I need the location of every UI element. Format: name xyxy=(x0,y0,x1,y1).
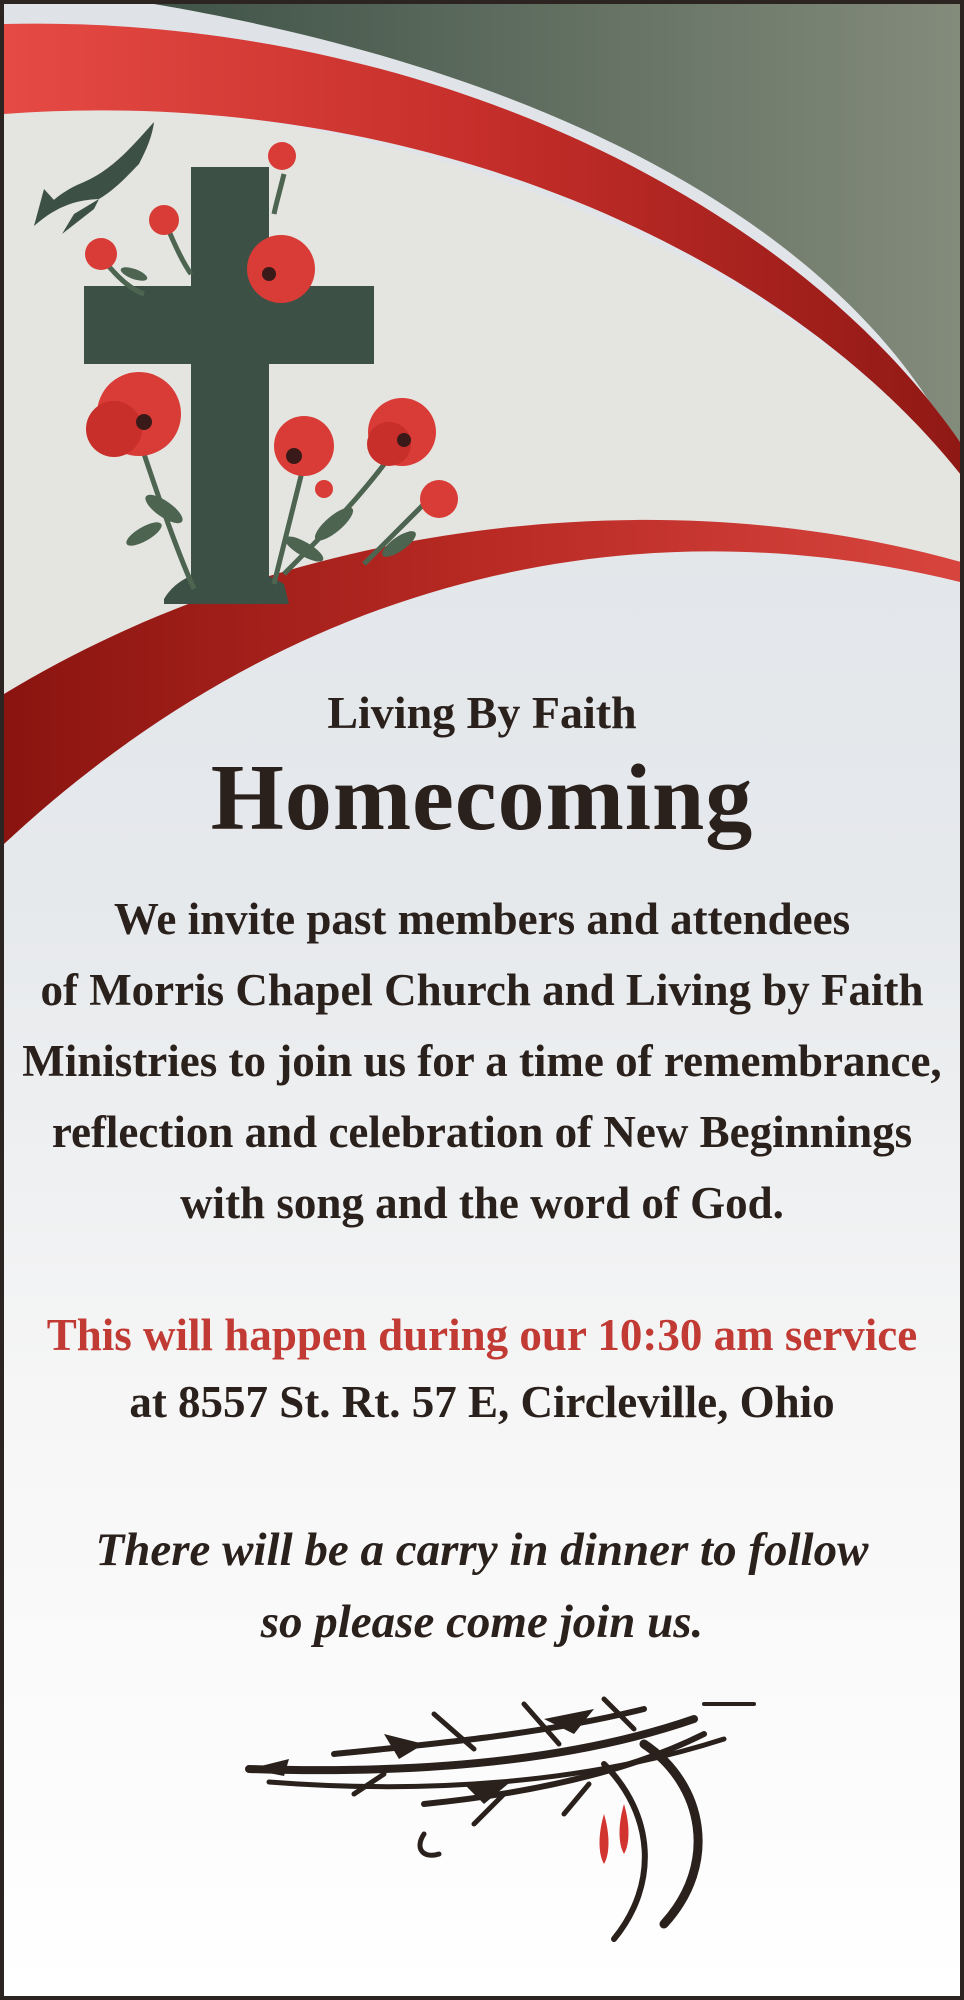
poppy-flower-icon xyxy=(268,142,296,170)
service-address: at 8557 St. Rt. 57 E, Circleville, Ohio xyxy=(129,1377,835,1427)
poppy-flower-icon xyxy=(274,416,334,476)
poppy-flower-icon xyxy=(85,238,117,270)
event-title: Homecoming xyxy=(210,746,754,850)
invitation-line: Ministries to join us for a time of remembrance, xyxy=(22,1036,942,1086)
poppy-flower-icon xyxy=(315,480,333,498)
poppy-flower-icon xyxy=(149,205,179,235)
invitation-line: of Morris Chapel Church and Living by Faith xyxy=(40,965,924,1015)
church-name: Living By Faith xyxy=(327,687,637,738)
dinner-line: so please come join us. xyxy=(260,1596,704,1648)
poppy-flower-icon xyxy=(247,235,315,303)
service-time: This will happen during our 10:30 am service xyxy=(46,1310,918,1360)
crown-of-thorns-icon xyxy=(249,1699,754,1939)
dinner-line: There will be a carry in dinner to follow xyxy=(95,1524,869,1576)
invitation-line: reflection and celebration of New Beginnings xyxy=(51,1107,913,1157)
invitation-paragraph xyxy=(4,884,960,1239)
dinner-note xyxy=(4,1514,960,1658)
invitation-line: We invite past members and attendees xyxy=(113,894,851,944)
poppy-flower-icon xyxy=(420,480,458,518)
invitation-line: with song and the word of God. xyxy=(180,1178,784,1228)
